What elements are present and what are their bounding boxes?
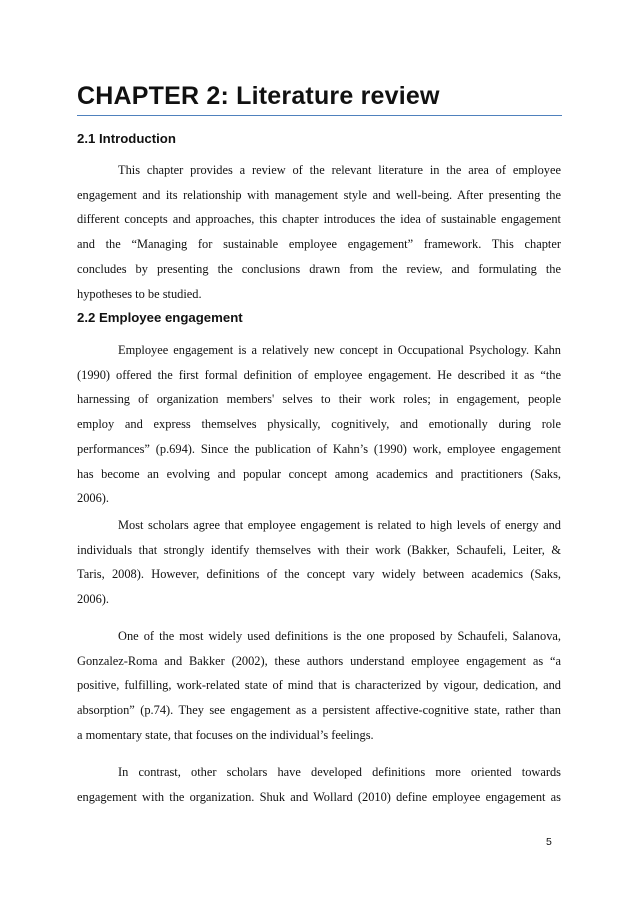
text-line: Taris, 2008). However, definitions of the concept vary widely between academics (Saks,: [77, 567, 561, 582]
paragraph-introduction: [77, 158, 561, 306]
text-line: Most scholars agree that employee engagement is related to high levels of energy and: [118, 518, 561, 532]
text-line: 2006).: [77, 592, 110, 607]
page-number: 5: [546, 836, 552, 848]
text-line: has become an evolving and popular concept among academics and practitioners (Saks,: [77, 466, 561, 481]
text-line: performances” (p.694). Since the publication of Kahn’s (1990) work, employee engagement: [77, 441, 561, 456]
text-line: In contrast, other scholars have developed definitions more oriented towards: [118, 765, 561, 779]
text-line: harnessing of organization members' selves to their work roles; in engagement, people: [77, 392, 561, 407]
text-line: (1990) offered the first formal definition of employee engagement. He described it as “the: [77, 367, 561, 382]
text-line: a momentary state, that focuses on the individual’s feelings.: [77, 727, 374, 742]
paragraph-engagement-3: [77, 624, 561, 748]
text-line: concludes by presenting the conclusions drawn from the review, and formulating the: [77, 261, 561, 276]
text-line: Employee engagement is a relatively new concept in Occupational Psychology. Kahn: [118, 343, 561, 357]
paragraph-engagement-2: [77, 513, 561, 612]
text-line: positive, fulfilling, work-related state of mind that is characterized by vigour, dedication, and: [77, 678, 561, 693]
section-heading-introduction: 2.1 Introduction: [77, 131, 176, 146]
title-divider: [77, 115, 562, 116]
text-line: hypotheses to be studied.: [77, 286, 202, 301]
text-line: This chapter provides a review of the relevant literature in the area of employee: [118, 163, 561, 177]
section-heading-employee-engagement: 2.2 Employee engagement: [77, 310, 243, 325]
text-line: individuals that strongly identify themselves with their work (Bakker, Schaufeli, Leiter, &: [77, 542, 561, 557]
text-line: Gonzalez-Roma and Bakker (2002), these authors understand employee engagement as “a: [77, 653, 561, 668]
chapter-title: CHAPTER 2: Literature review: [77, 82, 440, 110]
text-line: and the “Managing for sustainable employee engagement” framework. This chapter: [77, 237, 561, 252]
text-line: 2006).: [77, 491, 110, 506]
text-line: absorption” (p.74). They see engagement as a persistent affective-cognitive state, rather than: [77, 703, 561, 718]
text-line: engagement with the organization. Shuk and Wollard (2010) define employee engagement as: [77, 789, 561, 804]
text-line: different concepts and approaches, this chapter introduces the idea of sustainable engagement: [77, 212, 561, 227]
text-line: employ and express themselves physically, cognitively, and emotionally during role: [77, 417, 561, 432]
paragraph-engagement-1: [77, 338, 561, 511]
paragraph-engagement-4: [77, 760, 561, 809]
text-line: engagement and its relationship with management style and well-being. After presenting the: [77, 187, 561, 202]
text-line: One of the most widely used definitions is the one proposed by Schaufeli, Salanova,: [118, 629, 561, 643]
